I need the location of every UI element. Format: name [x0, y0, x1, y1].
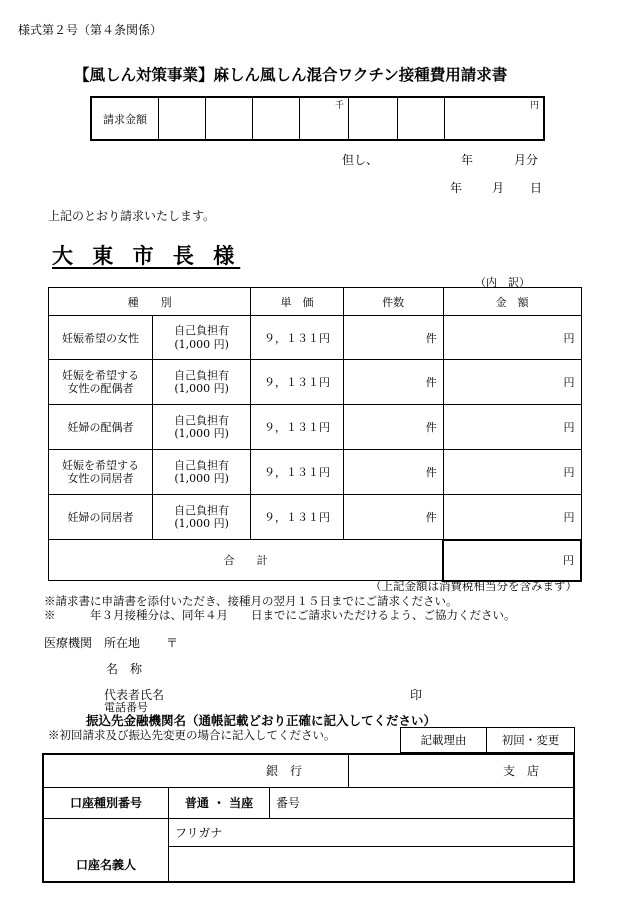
- form-number: 様式第２号（第４条関係）: [18, 23, 163, 37]
- count-unit: 件: [425, 376, 437, 389]
- row-amount[interactable]: [443, 316, 581, 360]
- burden-line-2: (1,000 円): [174, 517, 229, 530]
- row-category: 妊娠を希望する 女性の配偶者: [49, 360, 153, 405]
- burden-line-1: 自己負担有: [174, 503, 230, 517]
- row-category: 妊婦の同居者: [49, 495, 153, 540]
- proviso-prefix: 但し、: [342, 153, 379, 167]
- table-row: [49, 450, 582, 495]
- breakdown-table: [48, 287, 582, 582]
- phone-label: 電話番号: [104, 701, 148, 714]
- page-title: 【風しん対策事業】麻しん風しん混合ワクチン接種費用請求書: [74, 65, 508, 84]
- address-label: 所在地: [104, 636, 141, 650]
- burden-line-2: (1,000 円): [174, 337, 229, 351]
- header-unit-price: 単 価: [251, 288, 343, 316]
- header-count: 件数: [343, 288, 443, 316]
- claim-amount-label: 請求金額: [91, 97, 159, 140]
- claim-digit-yen[interactable]: [445, 97, 545, 140]
- proviso-month: 月分: [514, 153, 539, 167]
- row-count[interactable]: [343, 316, 443, 360]
- account-type-label: 口座種別番号: [43, 787, 169, 818]
- burden-line-1: 自己負担有: [174, 413, 230, 427]
- account-holder-field[interactable]: [169, 846, 575, 882]
- header-amount: 金 額: [443, 288, 581, 316]
- note-2: ※ 年３月接種分は、同年４月 日までにご請求いただけるよう、ご協力ください。: [44, 608, 516, 622]
- thousand-unit: 千: [334, 101, 344, 111]
- burden-line-2: (1,000 円): [174, 382, 229, 395]
- amount-unit: 円: [563, 421, 575, 434]
- date-month: 月: [492, 181, 505, 195]
- table-row: [49, 495, 582, 540]
- request-text: 上記のとおり請求いたします。: [48, 209, 216, 223]
- total-label: 合 計: [49, 540, 444, 581]
- total-row: [49, 540, 582, 581]
- row-burden: [153, 495, 251, 540]
- tax-note: （上記金額は消費税相当分を含みます）: [370, 579, 577, 593]
- row-count[interactable]: [343, 495, 443, 540]
- row-amount[interactable]: [443, 450, 581, 495]
- representative-label: 代表者氏名: [104, 688, 165, 702]
- bank-heading: 振込先金融機関名（通帳記載どおり正確に記入してください）: [86, 713, 437, 728]
- row-unit-price: ９，１３１円: [251, 495, 343, 540]
- claim-digit[interactable]: [398, 97, 445, 140]
- count-unit: 件: [425, 421, 437, 434]
- row-count[interactable]: [343, 405, 443, 450]
- claim-amount-box: [90, 96, 545, 141]
- row-count[interactable]: [343, 450, 443, 495]
- row-amount[interactable]: [443, 405, 581, 450]
- reason-label: 記載理由: [401, 728, 487, 753]
- branch-suffix: 支 店: [502, 764, 539, 779]
- row-category: 妊婦の配偶者: [49, 405, 153, 450]
- table-row: [49, 360, 582, 405]
- row-amount[interactable]: [443, 495, 581, 540]
- postal-mark: 〒: [166, 636, 179, 650]
- claim-digit[interactable]: [159, 97, 206, 140]
- yen-unit: 円: [529, 101, 539, 111]
- header-category: 種 別: [49, 288, 251, 316]
- furigana-label: フリガナ: [175, 825, 223, 840]
- amount-unit: 円: [563, 376, 575, 389]
- row-burden: [153, 450, 251, 495]
- count-unit: 件: [425, 511, 437, 524]
- claim-digit[interactable]: [349, 97, 398, 140]
- account-type-value[interactable]: 普通 ・ 当座: [169, 787, 270, 818]
- row-category: 妊娠希望の女性: [49, 316, 153, 360]
- breakdown-label: （内 訳）: [475, 276, 530, 289]
- burden-line-1: 自己負担有: [174, 324, 230, 338]
- burden-line-2: (1,000 円): [174, 472, 229, 485]
- seal-mark: 印: [410, 688, 423, 702]
- date-day: 日: [530, 181, 543, 195]
- bank-name-field[interactable]: [43, 754, 349, 787]
- row-burden: [153, 360, 251, 405]
- bank-suffix: 銀 行: [265, 764, 302, 779]
- row-count[interactable]: [343, 360, 443, 405]
- row-category: 妊娠を希望する 女性の同居者: [49, 450, 153, 495]
- row-burden: [153, 316, 251, 360]
- row-unit-price: ９，１３１円: [251, 450, 343, 495]
- amount-unit: 円: [563, 331, 575, 345]
- total-amount[interactable]: [443, 540, 581, 581]
- addressee: 大 東 市 長 様: [52, 243, 241, 268]
- account-number-label: 番号: [276, 796, 301, 810]
- claim-digit-thousand[interactable]: [300, 97, 349, 140]
- burden-line-1: 自己負担有: [174, 458, 230, 472]
- bank-note: ※初回請求及び振込先変更の場合に記入してください。: [48, 728, 336, 742]
- proviso-year: 年: [461, 153, 474, 167]
- row-amount[interactable]: [443, 360, 581, 405]
- date-year: 年: [450, 181, 463, 195]
- row-unit-price: ９，１３１円: [251, 405, 343, 450]
- row-burden: [153, 405, 251, 450]
- burden-line-1: 自己負担有: [174, 368, 230, 382]
- claim-digit[interactable]: [253, 97, 300, 140]
- reason-value[interactable]: 初回・変更: [487, 728, 575, 753]
- count-unit: 件: [425, 331, 437, 345]
- note-1: ※請求書に申請書を添付いただき、接種月の翌月１５日までにご請求ください。: [44, 594, 458, 608]
- amount-unit: 円: [563, 466, 575, 479]
- row-unit-price: ９，１３１円: [251, 316, 343, 360]
- total-unit: 円: [563, 554, 574, 567]
- table-row: [49, 316, 582, 360]
- amount-unit: 円: [563, 510, 575, 524]
- burden-line-2: (1,000 円): [174, 427, 229, 440]
- medical-label: 医療機関: [44, 636, 93, 650]
- row-unit-price: ９，１３１円: [251, 360, 343, 405]
- furigana-field[interactable]: [169, 818, 575, 846]
- claim-digit[interactable]: [206, 97, 253, 140]
- name-label: 名 称: [106, 662, 143, 676]
- count-unit: 件: [425, 466, 437, 479]
- account-holder-label: 口座名義人: [43, 818, 169, 882]
- branch-name-field[interactable]: [349, 754, 575, 787]
- bank-table: [42, 753, 575, 883]
- account-number-field[interactable]: [270, 787, 575, 818]
- table-row: [49, 405, 582, 450]
- reason-box: [400, 727, 575, 753]
